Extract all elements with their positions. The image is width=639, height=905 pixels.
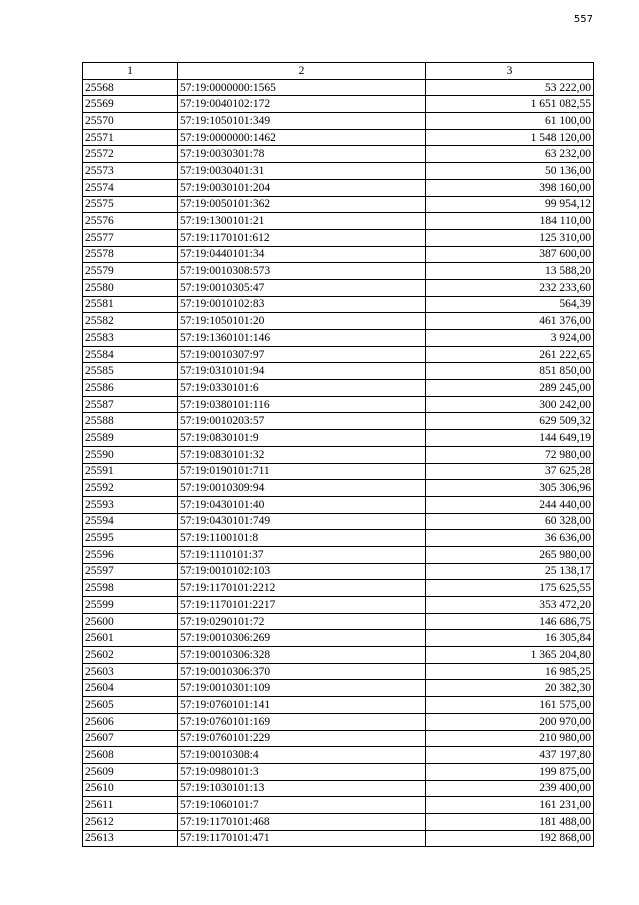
cadastral-number-cell: 57:19:0010102:103 — [178, 563, 426, 580]
cadastral-number-cell: 57:19:0010306:370 — [178, 663, 426, 680]
cadastral-number-cell: 57:19:1170101:2217 — [178, 597, 426, 614]
row-number-cell: 25573 — [83, 163, 178, 180]
cadastral-value-cell: 53 222,00 — [426, 79, 594, 96]
cadastral-value-cell: 36 636,00 — [426, 530, 594, 547]
header-row — [83, 63, 594, 80]
table-row — [83, 196, 594, 213]
cadastral-value-cell: 851 850,00 — [426, 363, 594, 380]
row-number-cell: 25590 — [83, 446, 178, 463]
cadastral-number-cell: 57:19:0010306:328 — [178, 647, 426, 664]
table-row — [83, 96, 594, 113]
cadastral-number-cell: 57:19:0010308:573 — [178, 263, 426, 280]
cadastral-number-cell: 57:19:0030301:78 — [178, 146, 426, 163]
row-number-cell: 25581 — [83, 296, 178, 313]
row-number-cell: 25597 — [83, 563, 178, 580]
table-row — [83, 680, 594, 697]
row-number-cell: 25598 — [83, 580, 178, 597]
table-row — [83, 463, 594, 480]
row-number-cell: 25589 — [83, 430, 178, 447]
row-number-cell: 25605 — [83, 697, 178, 714]
row-number-cell: 25599 — [83, 597, 178, 614]
cadastral-value-cell: 199 875,00 — [426, 763, 594, 780]
row-number-cell: 25584 — [83, 346, 178, 363]
cadastral-value-cell: 244 440,00 — [426, 496, 594, 513]
row-number-cell: 25574 — [83, 179, 178, 196]
table-row — [83, 213, 594, 230]
cadastral-number-cell: 57:19:0440101:34 — [178, 246, 426, 263]
table-row — [83, 129, 594, 146]
row-number-cell: 25603 — [83, 663, 178, 680]
table-row — [83, 396, 594, 413]
table-row — [83, 763, 594, 780]
cadastral-number-cell: 57:19:0430101:749 — [178, 513, 426, 530]
cadastral-value-cell: 16 305,84 — [426, 630, 594, 647]
cadastral-number-cell: 57:19:0010305:47 — [178, 279, 426, 296]
table-row — [83, 296, 594, 313]
cadastral-number-cell: 57:19:0760101:229 — [178, 730, 426, 747]
row-number-cell: 25580 — [83, 279, 178, 296]
cadastral-number-cell: 57:19:0430101:40 — [178, 496, 426, 513]
cadastral-number-cell: 57:19:0010203:57 — [178, 413, 426, 430]
cadastral-value-cell: 265 980,00 — [426, 546, 594, 563]
row-number-cell: 25568 — [83, 79, 178, 96]
cadastral-number-cell: 57:19:0000000:1462 — [178, 129, 426, 146]
cadastral-value-cell: 210 980,00 — [426, 730, 594, 747]
table-row — [83, 747, 594, 764]
row-number-cell: 25596 — [83, 546, 178, 563]
cadastral-value-table — [82, 62, 594, 847]
cadastral-number-cell: 57:19:0010306:269 — [178, 630, 426, 647]
table-row — [83, 780, 594, 797]
cadastral-value-cell: 1 651 082,55 — [426, 96, 594, 113]
table-row — [83, 496, 594, 513]
row-number-cell: 25612 — [83, 813, 178, 830]
cadastral-number-cell: 57:19:0830101:9 — [178, 430, 426, 447]
cadastral-value-cell: 398 160,00 — [426, 179, 594, 196]
row-number-cell: 25579 — [83, 263, 178, 280]
cadastral-number-cell: 57:19:1100101:8 — [178, 530, 426, 547]
cadastral-value-cell: 1 365 204,80 — [426, 647, 594, 664]
cadastral-number-cell: 57:19:1170101:2212 — [178, 580, 426, 597]
cadastral-value-cell: 387 600,00 — [426, 246, 594, 263]
cadastral-value-cell: 72 980,00 — [426, 446, 594, 463]
table-row — [83, 797, 594, 814]
cadastral-number-cell: 57:19:0010307:97 — [178, 346, 426, 363]
row-number-cell: 25607 — [83, 730, 178, 747]
table-row — [83, 813, 594, 830]
cadastral-number-cell: 57:19:1170101:471 — [178, 830, 426, 847]
table-row — [83, 730, 594, 747]
cadastral-number-cell: 57:19:1050101:349 — [178, 113, 426, 130]
row-number-cell: 25608 — [83, 747, 178, 764]
row-number-cell: 25613 — [83, 830, 178, 847]
table-row — [83, 513, 594, 530]
cadastral-value-cell: 192 868,00 — [426, 830, 594, 847]
row-number-cell: 25582 — [83, 313, 178, 330]
cadastral-value-cell: 239 400,00 — [426, 780, 594, 797]
cadastral-value-cell: 161 231,00 — [426, 797, 594, 814]
cadastral-number-cell: 57:19:0010102:83 — [178, 296, 426, 313]
row-number-cell: 25578 — [83, 246, 178, 263]
cadastral-number-cell: 57:19:0190101:711 — [178, 463, 426, 480]
cadastral-value-cell: 300 242,00 — [426, 396, 594, 413]
table-header — [83, 63, 594, 80]
cadastral-value-cell: 50 136,00 — [426, 163, 594, 180]
table-row — [83, 647, 594, 664]
cadastral-number-cell: 57:19:0010309:94 — [178, 480, 426, 497]
table-row — [83, 613, 594, 630]
table-row — [83, 113, 594, 130]
cadastral-value-cell: 200 970,00 — [426, 713, 594, 730]
row-number-cell: 25585 — [83, 363, 178, 380]
cadastral-value-cell: 16 985,25 — [426, 663, 594, 680]
table-row — [83, 546, 594, 563]
cadastral-number-cell: 57:19:1060101:7 — [178, 797, 426, 814]
page-number: 557 — [573, 14, 593, 25]
table-row — [83, 263, 594, 280]
cadastral-value-cell: 232 233,60 — [426, 279, 594, 296]
cadastral-number-cell: 57:19:0040102:172 — [178, 96, 426, 113]
row-number-cell: 25583 — [83, 330, 178, 347]
cadastral-value-cell: 175 625,55 — [426, 580, 594, 597]
row-number-cell: 25610 — [83, 780, 178, 797]
cadastral-number-cell: 57:19:0010308:4 — [178, 747, 426, 764]
table-row — [83, 480, 594, 497]
table-row — [83, 313, 594, 330]
row-number-cell: 25609 — [83, 763, 178, 780]
cadastral-value-cell: 353 472,20 — [426, 597, 594, 614]
cadastral-number-cell: 57:19:0760101:141 — [178, 697, 426, 714]
table-row — [83, 530, 594, 547]
cadastral-value-cell: 461 376,00 — [426, 313, 594, 330]
cadastral-number-cell: 57:19:1110101:37 — [178, 546, 426, 563]
row-number-cell: 25576 — [83, 213, 178, 230]
table-row — [83, 330, 594, 347]
cadastral-number-cell: 57:19:0980101:3 — [178, 763, 426, 780]
cadastral-value-cell: 146 686,75 — [426, 613, 594, 630]
table-row — [83, 246, 594, 263]
table-row — [83, 380, 594, 397]
row-number-cell: 25591 — [83, 463, 178, 480]
row-number-cell: 25604 — [83, 680, 178, 697]
row-number-cell: 25572 — [83, 146, 178, 163]
row-number-cell: 25594 — [83, 513, 178, 530]
row-number-cell: 25602 — [83, 647, 178, 664]
cadastral-value-cell: 1 548 120,00 — [426, 129, 594, 146]
table-row — [83, 597, 594, 614]
table-row — [83, 630, 594, 647]
column-header-2: 2 — [178, 63, 426, 80]
cadastral-value-cell: 25 138,17 — [426, 563, 594, 580]
column-header-1: 1 — [83, 63, 178, 80]
cadastral-number-cell: 57:19:0030401:31 — [178, 163, 426, 180]
cadastral-number-cell: 57:19:0010301:109 — [178, 680, 426, 697]
table-row — [83, 430, 594, 447]
table-row — [83, 363, 594, 380]
table-row — [83, 713, 594, 730]
table-row — [83, 163, 594, 180]
row-number-cell: 25606 — [83, 713, 178, 730]
row-number-cell: 25600 — [83, 613, 178, 630]
table-row — [83, 663, 594, 680]
row-number-cell: 25595 — [83, 530, 178, 547]
table-row — [83, 563, 594, 580]
table-row — [83, 346, 594, 363]
table-row — [83, 830, 594, 847]
row-number-cell: 25601 — [83, 630, 178, 647]
row-number-cell: 25611 — [83, 797, 178, 814]
cadastral-value-cell: 144 649,19 — [426, 430, 594, 447]
cadastral-value-cell: 184 110,00 — [426, 213, 594, 230]
table-row — [83, 580, 594, 597]
cadastral-value-cell: 63 232,00 — [426, 146, 594, 163]
row-number-cell: 25575 — [83, 196, 178, 213]
cadastral-number-cell: 57:19:0000000:1565 — [178, 79, 426, 96]
cadastral-number-cell: 57:19:1050101:20 — [178, 313, 426, 330]
table-row — [83, 179, 594, 196]
cadastral-number-cell: 57:19:0310101:94 — [178, 363, 426, 380]
table-row — [83, 279, 594, 296]
row-number-cell: 25569 — [83, 96, 178, 113]
cadastral-number-cell: 57:19:0290101:72 — [178, 613, 426, 630]
table-row — [83, 413, 594, 430]
cadastral-number-cell: 57:19:1300101:21 — [178, 213, 426, 230]
cadastral-number-cell: 57:19:0830101:32 — [178, 446, 426, 463]
cadastral-number-cell: 57:19:1170101:612 — [178, 229, 426, 246]
cadastral-number-cell: 57:19:0760101:169 — [178, 713, 426, 730]
row-number-cell: 25586 — [83, 380, 178, 397]
table-row — [83, 79, 594, 96]
cadastral-number-cell: 57:19:1030101:13 — [178, 780, 426, 797]
cadastral-value-cell: 61 100,00 — [426, 113, 594, 130]
cadastral-number-cell: 57:19:1360101:146 — [178, 330, 426, 347]
cadastral-value-cell: 437 197,80 — [426, 747, 594, 764]
cadastral-number-cell: 57:19:0050101:362 — [178, 196, 426, 213]
cadastral-value-cell: 60 328,00 — [426, 513, 594, 530]
cadastral-value-cell: 629 509,32 — [426, 413, 594, 430]
column-header-3: 3 — [426, 63, 594, 80]
cadastral-value-cell: 161 575,00 — [426, 697, 594, 714]
cadastral-number-cell: 57:19:0380101:116 — [178, 396, 426, 413]
cadastral-value-cell: 261 222,65 — [426, 346, 594, 363]
cadastral-number-cell: 57:19:0330101:6 — [178, 380, 426, 397]
row-number-cell: 25593 — [83, 496, 178, 513]
row-number-cell: 25570 — [83, 113, 178, 130]
table-row — [83, 446, 594, 463]
cadastral-value-cell: 305 306,96 — [426, 480, 594, 497]
cadastral-value-cell: 3 924,00 — [426, 330, 594, 347]
cadastral-value-cell: 99 954,12 — [426, 196, 594, 213]
row-number-cell: 25588 — [83, 413, 178, 430]
table-row — [83, 697, 594, 714]
cadastral-value-cell: 125 310,00 — [426, 229, 594, 246]
cadastral-number-cell: 57:19:1170101:468 — [178, 813, 426, 830]
cadastral-number-cell: 57:19:0030101:204 — [178, 179, 426, 196]
row-number-cell: 25571 — [83, 129, 178, 146]
cadastral-value-cell: 20 382,30 — [426, 680, 594, 697]
cadastral-value-cell: 289 245,00 — [426, 380, 594, 397]
cadastral-value-cell: 564,39 — [426, 296, 594, 313]
cadastral-value-cell: 37 625,28 — [426, 463, 594, 480]
cadastral-value-cell: 13 588,20 — [426, 263, 594, 280]
table-row — [83, 229, 594, 246]
row-number-cell: 25587 — [83, 396, 178, 413]
table-body — [83, 79, 594, 847]
table-row — [83, 146, 594, 163]
cadastral-value-cell: 181 488,00 — [426, 813, 594, 830]
row-number-cell: 25592 — [83, 480, 178, 497]
row-number-cell: 25577 — [83, 229, 178, 246]
